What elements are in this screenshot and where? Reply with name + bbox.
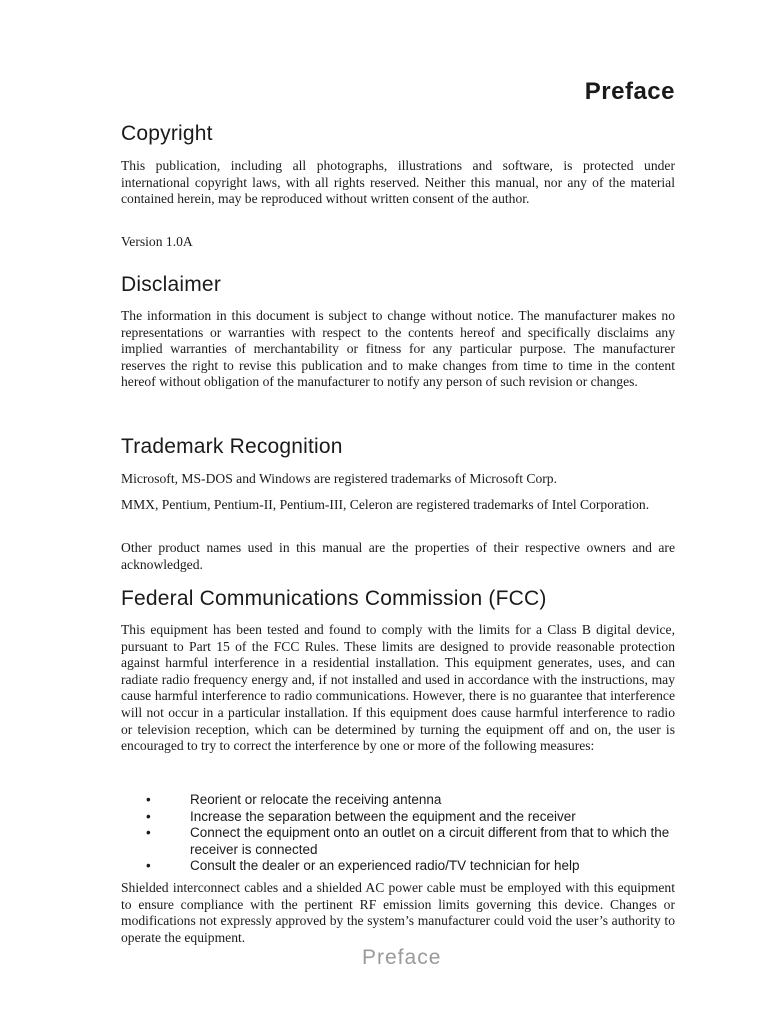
trademark-paragraph-1: Microsoft, MS-DOS and Windows are registered trademarks of Microsoft Corp.	[121, 471, 558, 486]
fcc-heading: Federal Communications Commission (FCC)	[121, 587, 547, 610]
list-item	[146, 825, 676, 858]
bullet-icon: •	[146, 858, 151, 874]
copyright-paragraph: This publication, including all photographs, illustrations and software, is protected under international copyright laws, with all rights reserved. Neither this manual, nor any of the material contained herein, may be reproduced without written consent of the author.	[121, 158, 675, 207]
disclaimer-paragraph: The information in this document is subject to change without notice. The manufacturer makes no representations or warranties with respect to the contents hereof and specifically disclaims any implied warranties of merchantability or fitness for any particular purpose. The manufacturer reserves the right to revise this publication and to make changes from time to time in the content hereof without obligation of the manufacturer to notify any person of such revision or changes.	[121, 308, 675, 390]
list-item-text: Consult the dealer or an experienced radio/TV technician for help	[190, 858, 580, 874]
fcc-paragraph-2: Shielded interconnect cables and a shielded AC power cable must be employed with this equipment to ensure compliance with the pertinent RF emission limits governing this device. Changes or modifications not expressly approved by the system’s manufacturer could void the user’s authority to operate the equipment.	[121, 880, 675, 945]
version-text: Version 1.0A	[121, 234, 193, 249]
disclaimer-heading: Disclaimer	[121, 273, 222, 296]
list-item	[146, 858, 676, 875]
list-item	[146, 809, 676, 826]
copyright-heading: Copyright	[121, 122, 213, 145]
page-footer: Preface	[362, 946, 442, 969]
page-title: Preface	[584, 78, 675, 105]
fcc-measures-list	[146, 792, 676, 875]
trademark-heading: Trademark Recognition	[121, 435, 343, 458]
list-item-text: Connect the equipment onto an outlet on a circuit different from that to which the receiver is connected	[190, 825, 670, 857]
trademark-paragraph-2: MMX, Pentium, Pentium-II, Pentium-III, Celeron are registered trademarks of Intel Corporation.	[121, 497, 650, 512]
bullet-icon: •	[146, 792, 151, 807]
list-item-text: Reorient or relocate the receiving antenna	[190, 792, 442, 807]
bullet-icon: •	[146, 825, 151, 841]
trademark-paragraph-3: Other product names used in this manual are the properties of their respective owners and are acknowledged.	[121, 540, 675, 572]
fcc-paragraph-1: This equipment has been tested and found to comply with the limits for a Class B digital device, pursuant to Part 15 of the FCC Rules. These limits are designed to provide reasonable protection against harmful interference in a residential installation. This equipment generates, uses, and can radiate radio frequency energy and, if not installed and used in accordance with the instructions, may cause harmful interference to radio communications. However, there is no guarantee that interference will not occur in a particular installation. If this equipment does cause harmful interference to radio or television reception, which can be determined by turning the equipment off and on, the user is encouraged to try to correct the interference by one or more of the following measures:	[121, 622, 675, 754]
list-item-text: Increase the separation between the equipment and the receiver	[190, 808, 576, 824]
list-item	[146, 792, 676, 809]
bullet-icon: •	[146, 808, 151, 824]
